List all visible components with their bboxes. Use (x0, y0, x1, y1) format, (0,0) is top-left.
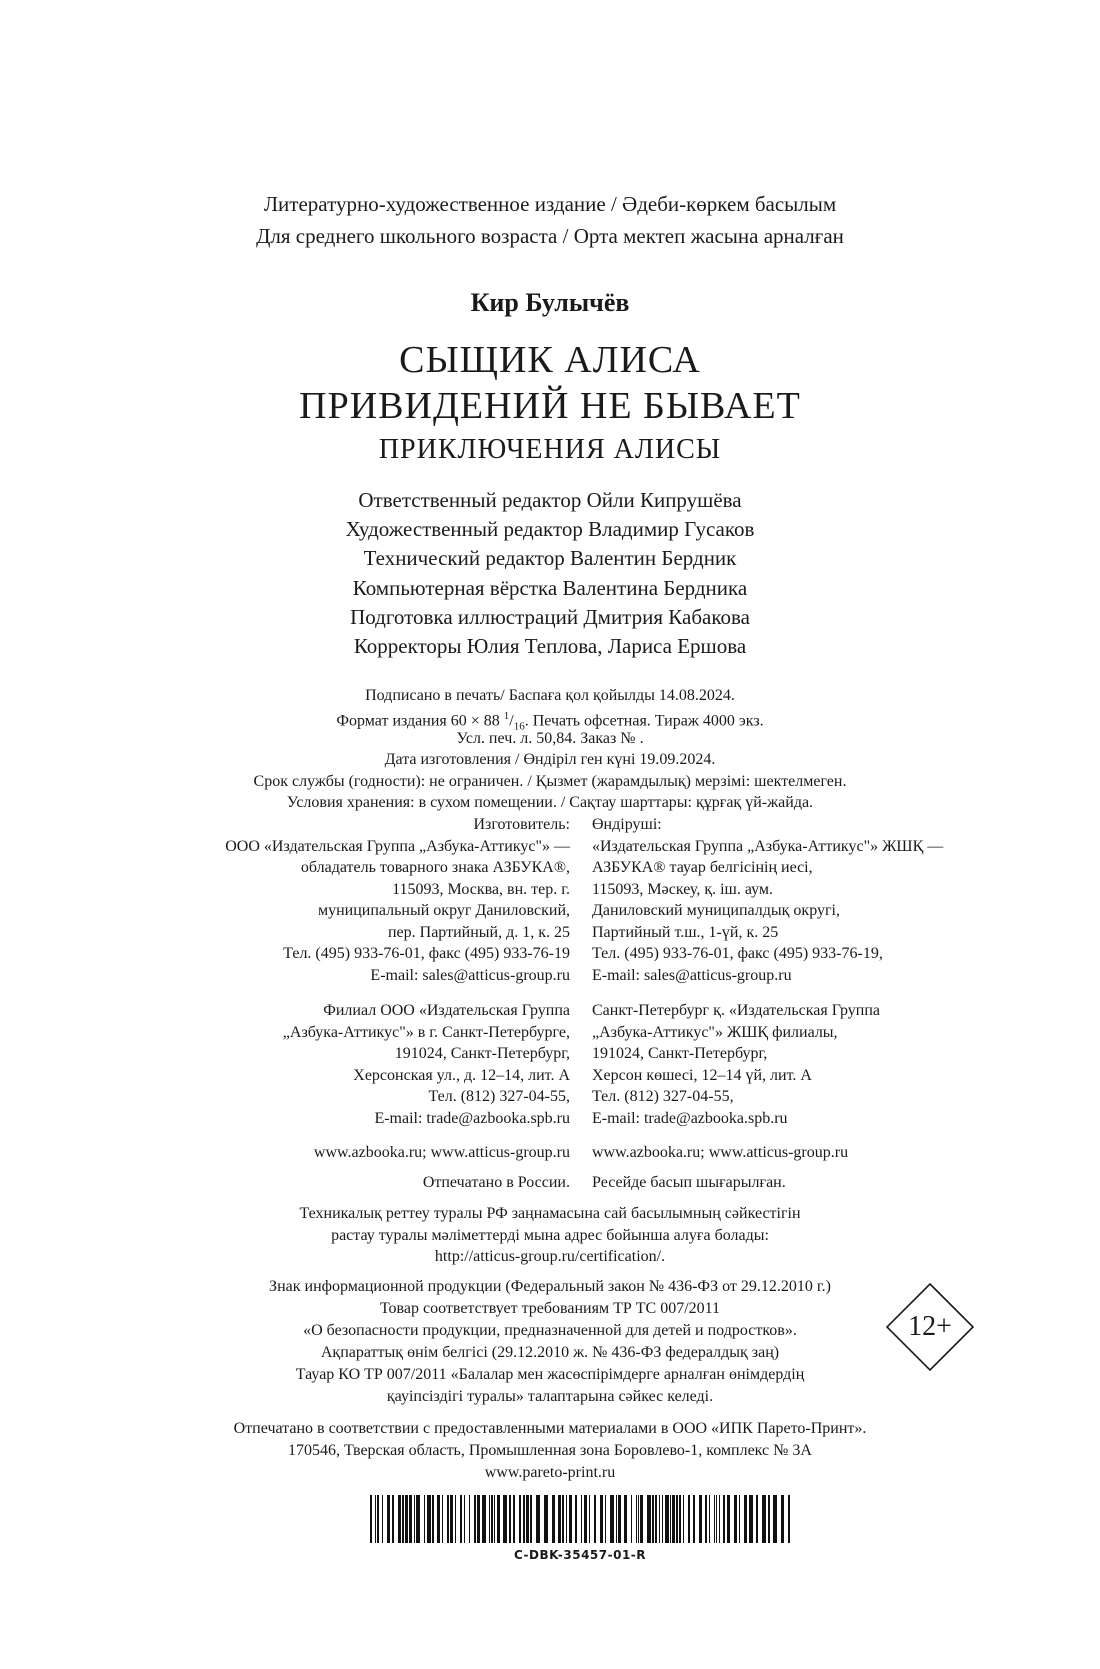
book-title-line1: СЫЩИК АЛИСА (399, 339, 701, 381)
signed-date: Подписано в печать/ Баспаға қол қойылды 14.08.2024. (365, 687, 735, 704)
printer-website: www.pareto-print.ru (484, 1464, 616, 1481)
manufacturer-ru: Изготовитель: ООО «Издательская Группа „Азбука-Аттикус"» — обладатель товарного знака АЗБУКА®, 115093, Москва, вн. тер. г. муниципальный округ Даниловский, пер. Партийный, д. 1, к. 25 Тел. (495) 933-76-01, факс (495) 933-76-19 E-mail: sales@atticus-group.ru (225, 816, 570, 984)
format-line: Формат издания 60 × 88 $^1/_{16}$. Печать офсетная. Тираж 4000 экз. (336, 710, 764, 733)
info-mark-line: «О безопасности продукции, предназначенной для детей и подростков». (303, 1322, 797, 1339)
info-mark-line: Ақпараттық өнім белгісі (29.12.2010 ж. № 436-ФЗ федералдық заң) (320, 1344, 780, 1361)
edition-type: Литературно-художественное издание / Әдеби-көркем басылым (263, 192, 837, 216)
age-rating-badge: 12+ (908, 1311, 952, 1342)
certification-url: http://atticus-group.ru/certification/. (434, 1248, 666, 1265)
printer-address: 170546, Тверская область, Промышленная зона Боровлево-1, комплекс № 3А (288, 1442, 812, 1459)
credit-line: Подготовка иллюстраций Дмитрия Кабакова (350, 605, 750, 629)
manufacture-date: Дата изготовления / Өндіріл ген күні 19.09.2024. (384, 751, 716, 768)
printer-line: Отпечатано в соответствии с предоставленными материалами в ООО «ИПК Парето-Принт». (233, 1420, 867, 1437)
storage-conditions: Условия хранения: в сухом помещении. / Сақтау шарттары: құрғақ үй-жайда. (286, 794, 814, 811)
barcode-code: C-DBK-35457-01-R (513, 1548, 647, 1562)
service-life: Срок службы (годности): не ограничен. / Қызмет (жарамдылық) мерзімі: шектелмеген. (253, 773, 847, 790)
info-mark-line: Тауар КО ТР 007/2011 «Балалар мен жасөспірімдерге арналған өнімдердің (295, 1366, 805, 1383)
website-links-ru: www.azbooka.ru; www.atticus-group.ru (313, 1144, 570, 1161)
certification-line: растау туралы мәліметтерді мына адрес бойынша алуға болады: (331, 1227, 769, 1244)
credit-line: Технический редактор Валентин Бердник (363, 546, 737, 570)
credit-line: Корректоры Юлия Теплова, Лариса Ершова (353, 634, 747, 658)
branch-ru: Филиал ООО «Издательская Группа „Азбука-Аттикус"» в г. Санкт-Петербурге, 191024, Санкт-Петербург, Херсонская ул., д. 12–14, лит. А Тел. (812) 327-04-55, E-mail: trade@azbooka.spb.ru (282, 1002, 570, 1127)
credit-line: Компьютерная вёрстка Валентина Бердника (352, 576, 748, 600)
printed-in-russia-kz: Ресейде басып шығарылған. (592, 1174, 786, 1191)
credit-line: Художественный редактор Владимир Гусаков (345, 517, 755, 541)
series-title: ПРИКЛЮЧЕНИЯ АЛИСЫ (378, 434, 722, 465)
certification-line: Техникалық реттеу туралы РФ заңнамасына сай басылымның сәйкестігін (299, 1205, 801, 1222)
manufacturer-kz: Өндіруші: «Издательская Группа „Азбука-Аттикус"» ЖШҚ — АЗБУКА® тауар белгісінің иесі, 115093, Мәскеу, қ. іш. аум. Даниловский муниципалдық округі, Партийный т.ш., 1-үй, к. 25 Тел. (495) 933-76-01, факс (495) 933-76-19, E-mail: sales@atticus-group.ru (592, 816, 944, 984)
branch-kz: Санкт-Петербург қ. «Издательская Группа „Азбука-Аттикус"» ЖШҚ филиалы, 191024, Санкт-Петербург, Херсон көшесі, 12–14 үй, лит. А Тел. (812) 327-04-55, E-mail: trade@azbooka.spb.ru (592, 1002, 880, 1127)
website-links-kz: www.azbooka.ru; www.atticus-group.ru (592, 1144, 849, 1161)
printed-in-russia-ru: Отпечатано в России. (422, 1174, 570, 1191)
barcode-icon (370, 1495, 790, 1543)
author-name: Кир Булычёв (470, 288, 630, 317)
book-title-line2: ПРИВИДЕНИЙ НЕ БЫВАЕТ (299, 385, 801, 427)
info-mark-line: қауіпсіздігі туралы» талаптарына сәйкес келеді. (386, 1388, 714, 1405)
sheets-order: Усл. печ. л. 50,84. Заказ № . (456, 730, 644, 747)
info-mark-line: Знак информационной продукции (Федеральный закон № 436-ФЗ от 29.12.2010 г.) (269, 1278, 831, 1295)
info-mark-line: Товар соответствует требованиям ТР ТС 007/2011 (379, 1300, 721, 1317)
credit-line: Ответственный редактор Ойли Кипрушёва (358, 488, 742, 512)
age-group: Для среднего школьного возраста / Орта мектеп жасына арналған (256, 224, 844, 248)
